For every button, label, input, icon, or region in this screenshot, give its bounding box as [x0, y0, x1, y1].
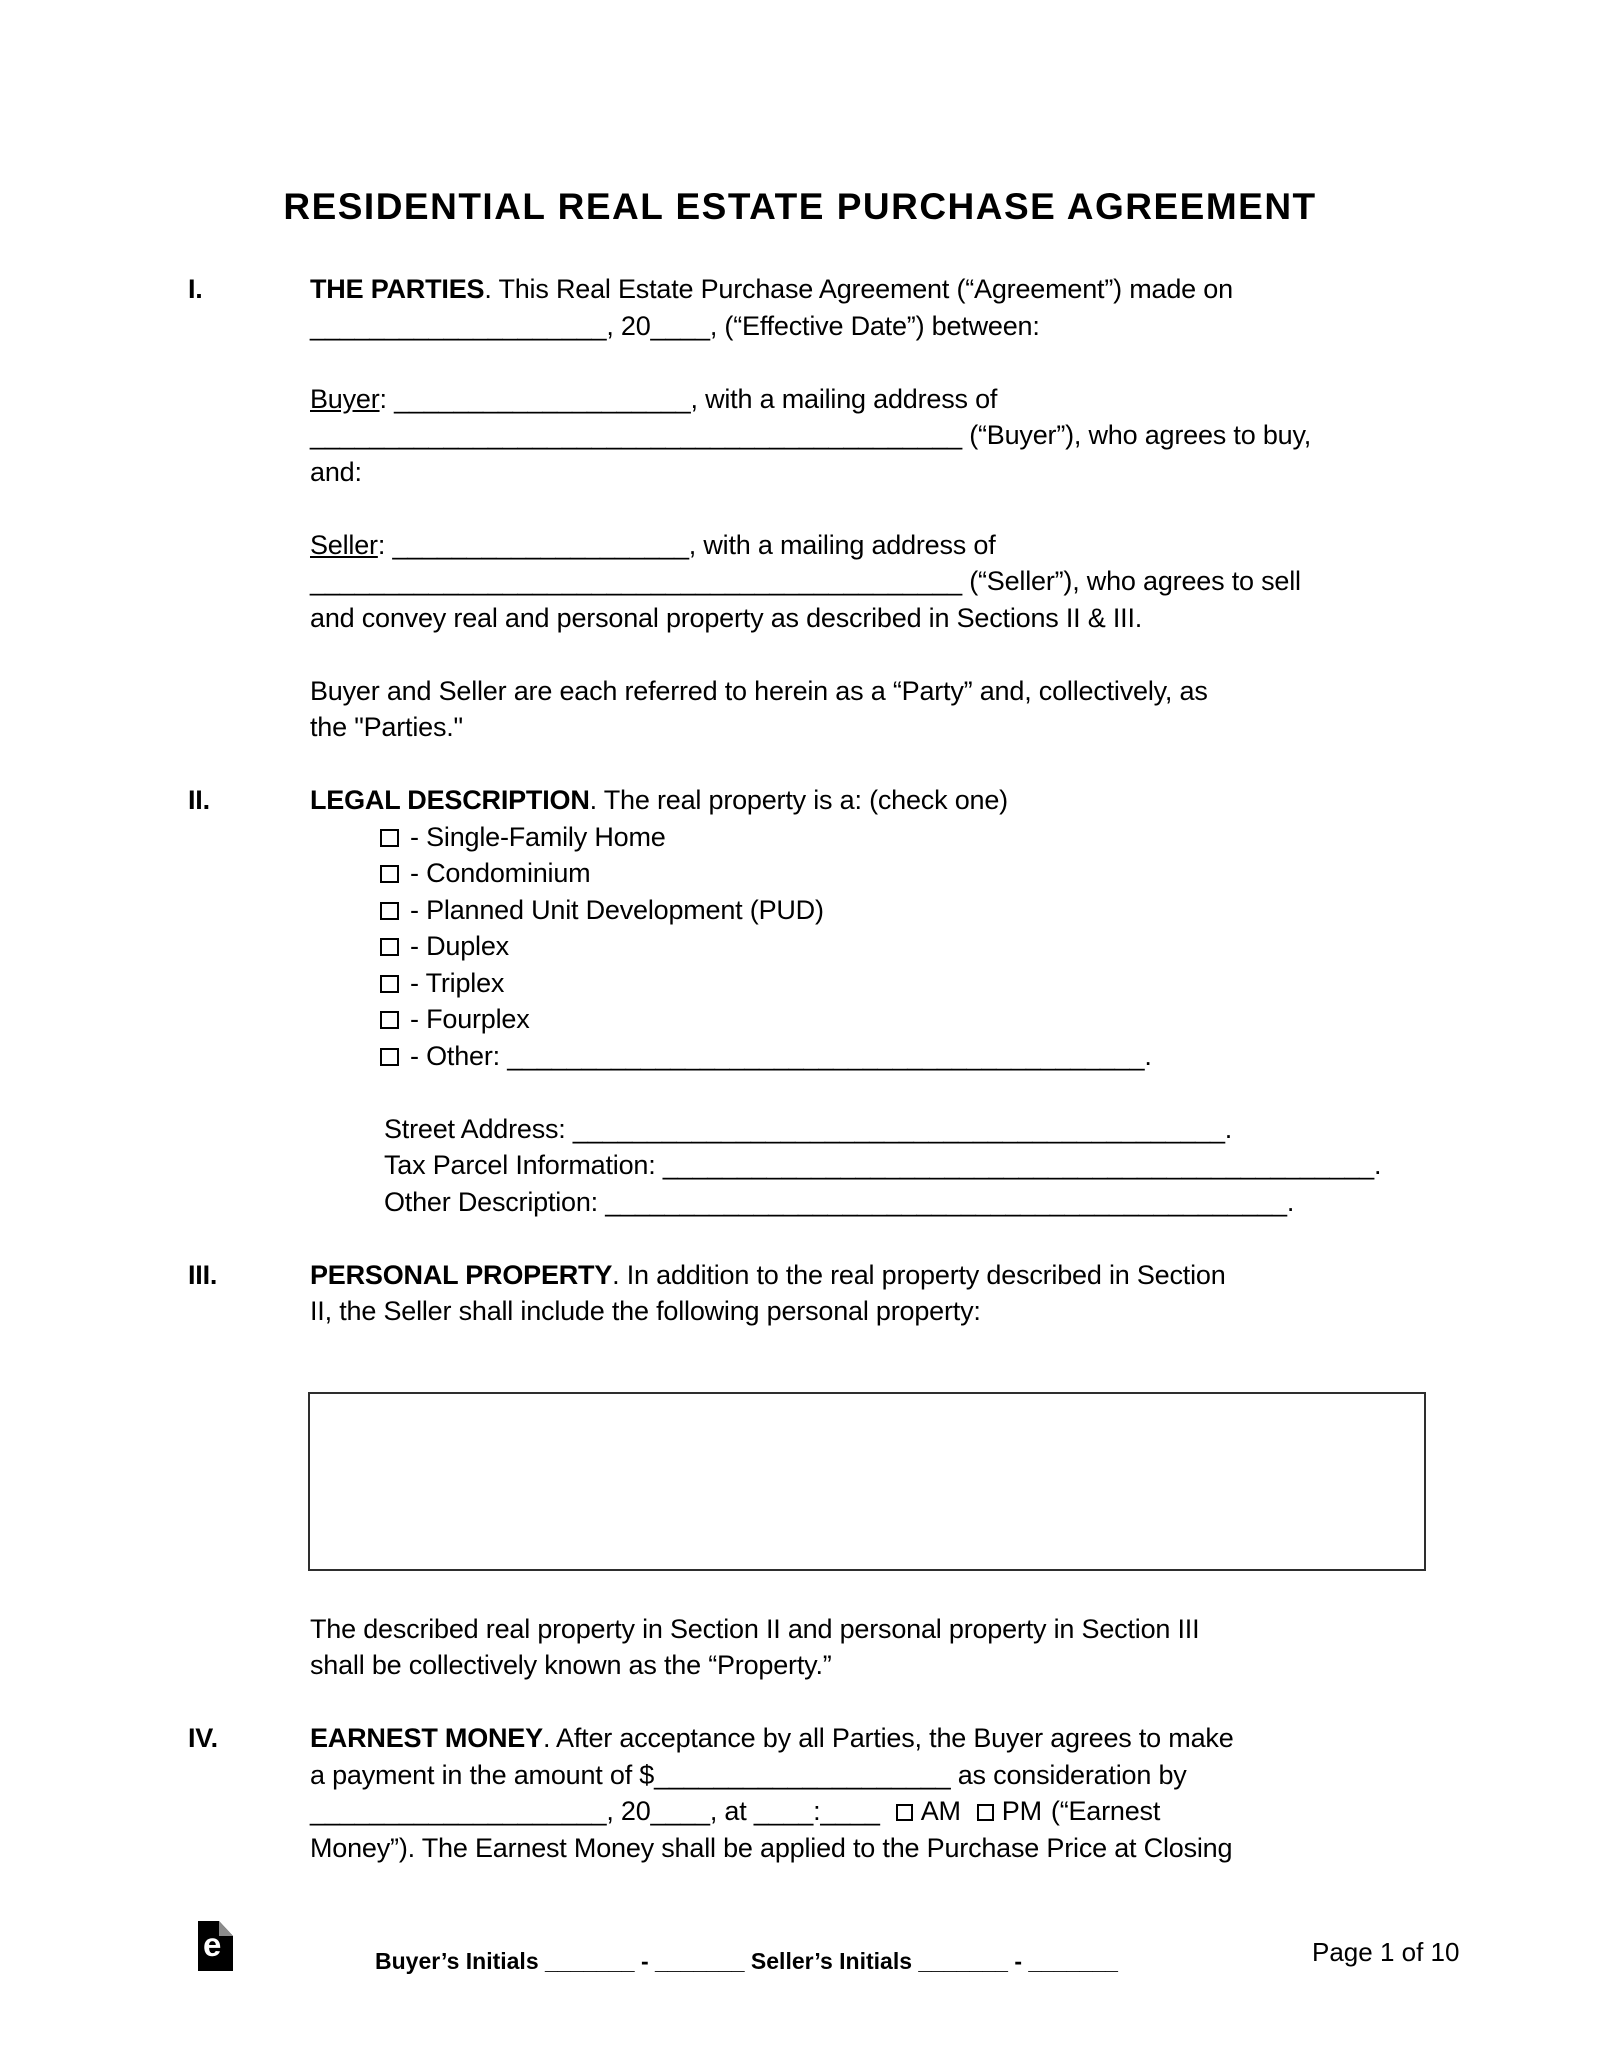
section-heading: LEGAL DESCRIPTION	[310, 785, 590, 815]
am-checkbox-icon[interactable]	[896, 1804, 913, 1821]
section-the-parties	[188, 271, 1448, 746]
checkbox-icon[interactable]	[380, 1048, 399, 1066]
eforms-logo	[198, 1921, 233, 1971]
footer-initials-blank-line[interactable]: Buyer’s Initials _______ - _______ Seller’s Initials _______ - _______	[375, 1948, 1118, 1974]
tax-parcel-blank-line[interactable]: Tax Parcel Information: ________________________________________________.	[384, 1150, 1382, 1180]
option-duplex	[380, 928, 1432, 965]
personal-property-input-box[interactable]	[308, 1392, 1426, 1571]
option-other-blank[interactable]: - Other: ___________________________________________.	[410, 1040, 1152, 1071]
street-address-blank-line[interactable]: Street Address: ____________________________________________.	[384, 1113, 1233, 1144]
page-number: Page 1 of 10	[1312, 1937, 1460, 1967]
buyer-name-blank[interactable]: : ____________________, with a mailing address of	[379, 383, 998, 414]
section-numeral: III.	[188, 1259, 218, 1290]
seller-name-blank[interactable]: : ____________________, with a mailing address of	[377, 529, 996, 560]
earnest-amount-blank-line[interactable]: a payment in the amount of $____________________ as consideration by	[310, 1759, 1187, 1790]
option-label: - Duplex	[410, 931, 509, 961]
property-type-options	[310, 819, 1432, 1075]
property-identification	[310, 1111, 1432, 1221]
section-numeral: II.	[188, 785, 210, 815]
option-single-family	[380, 819, 1432, 856]
checkbox-icon[interactable]	[380, 1011, 399, 1029]
buyer-address-blank-line[interactable]: ____________________________________________ (“Buyer”), who agrees to buy,	[310, 420, 1312, 450]
checkbox-icon[interactable]	[380, 865, 399, 883]
section-earnest-money: IV. EARNEST MONEY. After acceptance by all Parties, the Buyer agrees to make a payment in the amount of $____________________ as consideration by ____________________, 20____, at ____:____ AM PM (“Earnest Money”). The Earnest Money shall be applied to the Purchase Price at Closing	[188, 1720, 1448, 1866]
option-fourplex	[380, 1001, 1432, 1038]
option-condominium	[380, 855, 1432, 892]
option-triplex	[380, 965, 1432, 1002]
parties-intro-paragraph	[310, 271, 1432, 344]
section-legal-description	[188, 782, 1448, 1220]
effective-date-blank-line[interactable]: ____________________, 20____, (“Effective Date”) between:	[310, 310, 1040, 341]
checkbox-icon[interactable]	[380, 829, 399, 847]
option-label: - Condominium	[410, 858, 591, 888]
checkbox-icon[interactable]	[380, 975, 399, 993]
option-label: - Triplex	[410, 967, 505, 998]
section-heading-rest: . The real property is a: (check one)	[589, 785, 1008, 815]
property-definition-paragraph: The described real property in Section II and personal property in Section III shall be collectively known as the “Property.”	[310, 1613, 1200, 1680]
section-personal-property: III. PERSONAL PROPERTY. In addition to the real property described in Section II, the Seller shall include the following personal property: The described real property in Section II and personal property in Section III shall be collectively known as the “Property.”	[188, 1257, 1448, 1684]
logo-letter: e	[203, 1926, 222, 1963]
option-label: - Single-Family Home	[410, 821, 666, 852]
and-line: and:	[310, 456, 362, 487]
section-heading-rest: . This Real Estate Purchase Agreement (“Agreement”) made on	[484, 274, 1233, 304]
section-heading-rest: . After acceptance by all Parties, the Buyer agrees to make	[542, 1723, 1234, 1753]
document-body	[188, 271, 1448, 1866]
seller-label: Seller	[310, 529, 378, 560]
section-heading: PERSONAL PROPERTY	[310, 1259, 613, 1290]
parties-definition-paragraph: Buyer and Seller are each referred to herein as a “Party” and, collectively, as the "Parties."	[310, 675, 1208, 742]
option-other	[380, 1038, 1432, 1075]
option-label: - Fourplex	[410, 1004, 530, 1034]
pm-label: PM	[1001, 1796, 1042, 1826]
seller-paragraph	[310, 527, 1432, 637]
am-label: AM	[920, 1796, 961, 1826]
page-title: RESIDENTIAL REAL ESTATE PURCHASE AGREEMENT	[283, 186, 1317, 227]
option-label: - Planned Unit Development (PUD)	[410, 894, 824, 925]
buyer-paragraph	[310, 381, 1432, 491]
buyer-label: Buyer	[310, 383, 380, 414]
seller-convey-line: and convey real and personal property as described in Sections II & III.	[310, 602, 1143, 633]
section-heading: THE PARTIES	[310, 274, 485, 304]
section-numeral: IV.	[188, 1723, 218, 1753]
checkbox-icon[interactable]	[380, 938, 399, 956]
section-heading-rest: . In addition to the real property described in Section	[612, 1259, 1226, 1290]
section-heading: EARNEST MONEY	[310, 1723, 543, 1753]
option-pud	[380, 892, 1432, 929]
seller-address-blank-line[interactable]: ____________________________________________ (“Seller”), who agrees to sell	[310, 566, 1301, 596]
pm-checkbox-icon[interactable]	[977, 1804, 994, 1821]
checkbox-icon[interactable]	[380, 902, 399, 920]
other-description-blank-line[interactable]: Other Description: ______________________________________________.	[384, 1186, 1295, 1217]
section-numeral: I.	[188, 274, 203, 304]
earnest-date-time-blanks[interactable]: ____________________, 20____, at ____:____	[310, 1796, 880, 1826]
